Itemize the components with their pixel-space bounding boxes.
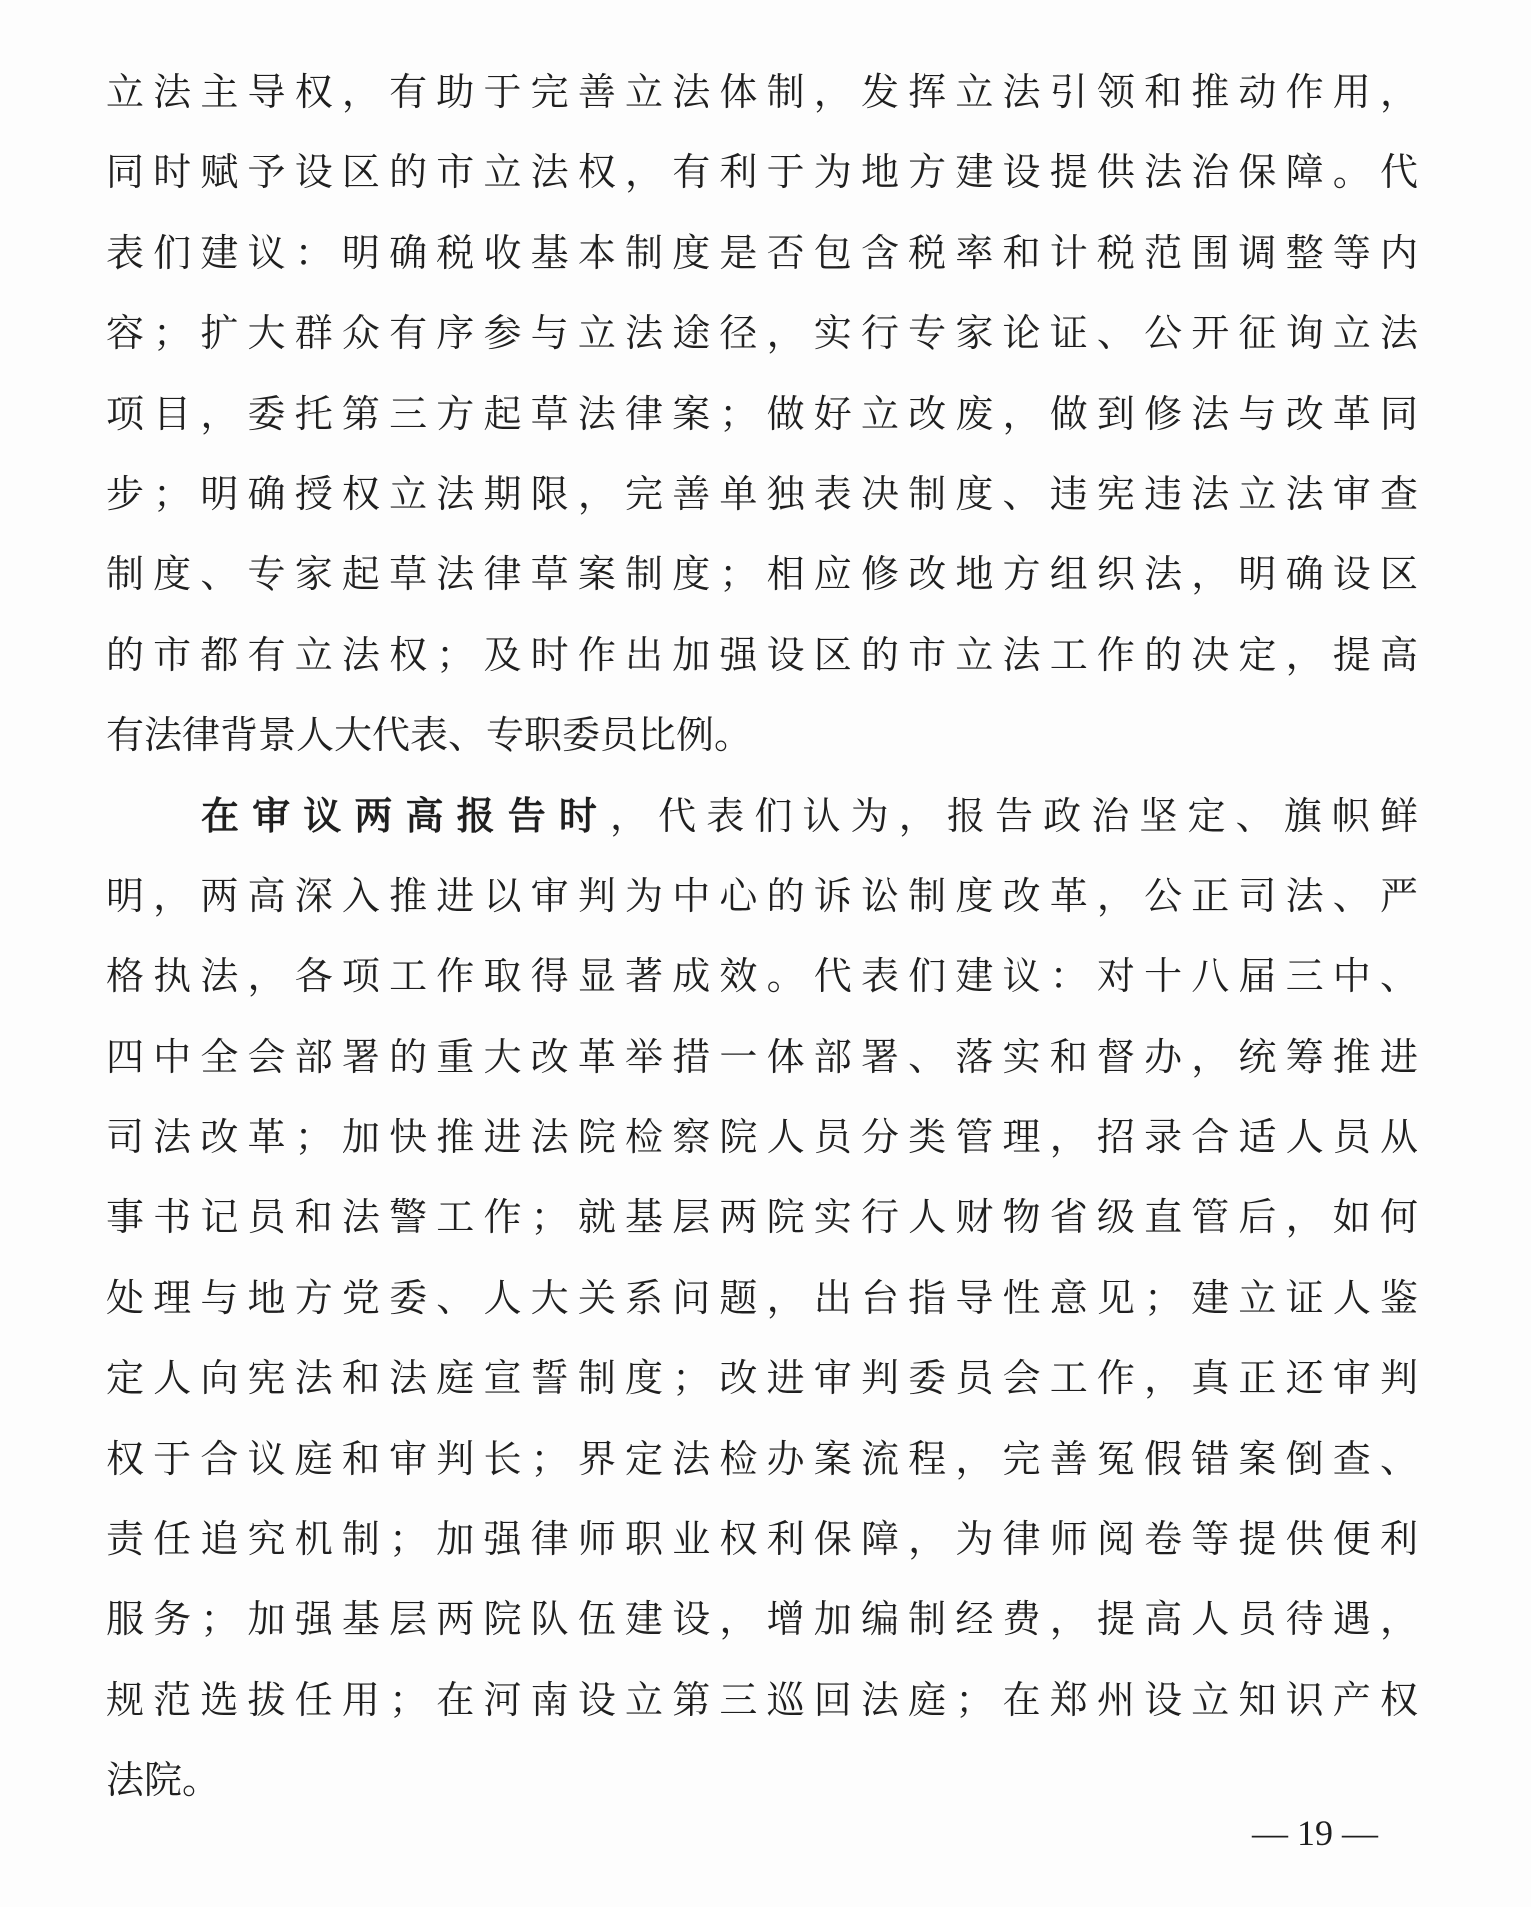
text-line: 格执法，各项工作取得显著成效。代表们建议：对十八届三中、 <box>106 954 1418 999</box>
text-line: 的市都有立法权；及时作出加强设区的市立法工作的决定，提高 <box>106 632 1418 677</box>
text-line: 有法律背景人大代表、专职委员比例。 <box>106 713 753 758</box>
paragraph-first-line <box>106 776 1418 856</box>
text-line: 明，两高深入推进以审判为中心的诉讼制度改革，公正司法、严 <box>106 873 1418 918</box>
text-line: 容；扩大群众有序参与立法途径，实行专家论证、公开征询立法 <box>106 311 1418 356</box>
text-line: 项目，委托第三方起草法律案；做好立改废，做到修法与改革同 <box>106 391 1418 436</box>
text-line: 处理与地方党委、人大关系问题，出台指导性意见；建立证人鉴 <box>106 1275 1418 1320</box>
body-text <box>106 52 1418 1821</box>
first-line-rest: ，代表们认为，报告政治坚定、旗帜鲜 <box>610 793 1418 838</box>
text-line: 制度、专家起草法律草案制度；相应修改地方组织法，明确设区 <box>106 552 1418 597</box>
text-line: 表们建议：明确税收基本制度是否包含税率和计税范围调整等内 <box>106 230 1418 275</box>
text-line: 定人向宪法和法庭宣誓制度；改进审判委员会工作，真正还审判 <box>106 1356 1418 1401</box>
paragraph-two-reports <box>106 776 1418 1821</box>
text-line: 规范选拔任用；在河南设立第三巡回法庭；在郑州设立知识产权 <box>106 1677 1418 1722</box>
text-line: 服务；加强基层两院队伍建设，增加编制经费，提高人员待遇， <box>106 1597 1418 1642</box>
text-line: 法院。 <box>106 1758 221 1803</box>
text-line: 立法主导权，有助于完善立法体制，发挥立法引领和推动作用， <box>106 70 1418 114</box>
text-line: 步；明确授权立法期限，完善单独表决制度、违宪违法立法审查 <box>106 471 1418 516</box>
text-line: 权于合议庭和审判长；界定法检办案流程，完善冤假错案倒查、 <box>106 1436 1418 1481</box>
page-number: — 19 — <box>1252 1813 1378 1853</box>
paragraph-lead: 在审议两高报告时 <box>201 792 610 838</box>
text-line: 事书记员和法警工作；就基层两院实行人财物省级直管后，如何 <box>106 1195 1418 1240</box>
text-line: 同时赋予设区的市立法权，有利于为地方建设提供法治保障。代 <box>106 150 1418 195</box>
text-line: 责任追究机制；加强律师职业权利保障，为律师阅卷等提供便利 <box>106 1517 1418 1562</box>
text-line: 四中全会部署的重大改革举措一体部署、落实和督办，统筹推进 <box>106 1034 1418 1079</box>
text-line: 司法改革；加快推进法院检察院人员分类管理，招录合适人员从 <box>106 1115 1418 1160</box>
paragraph-legislation <box>106 52 1418 776</box>
